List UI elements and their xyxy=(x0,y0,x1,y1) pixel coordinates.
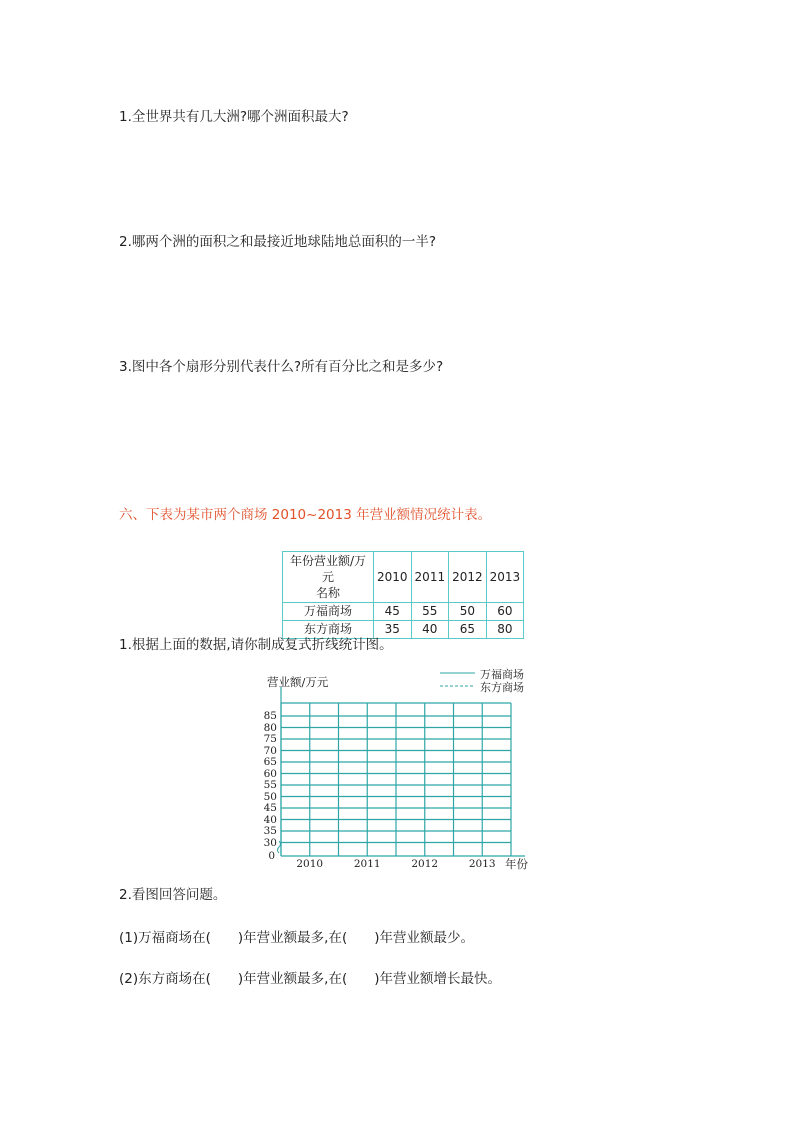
y-tick-label: 65 xyxy=(263,756,277,768)
y-tick-label: 60 xyxy=(263,767,277,780)
x-tick-label: 2011 xyxy=(353,858,381,870)
y-tick-label: 35 xyxy=(263,825,277,837)
section-6-title: 六、下表为某市两个商场 2010~2013 年营业额情况统计表。 xyxy=(119,507,492,523)
y-axis-label: 营业额/万元 xyxy=(267,675,329,689)
cell: 40 xyxy=(411,621,449,639)
y-tick-label: 80 xyxy=(263,721,277,734)
table-corner-header xyxy=(283,552,374,603)
x-tick-label: 2010 xyxy=(296,858,324,870)
task-2: 2.看图回答问题。 xyxy=(119,887,227,903)
header-bottom-label: 名称 xyxy=(315,586,340,600)
y-tick-label: 85 xyxy=(263,710,277,722)
line-chart-template xyxy=(255,665,545,875)
row-name: 万福商场 xyxy=(283,603,374,621)
cell: 60 xyxy=(486,603,524,621)
sub-question-1: (1)万福商场在( )年营业额最多,在( )年营业额最少。 xyxy=(119,930,474,946)
y-tick-label: 40 xyxy=(263,813,277,826)
question-1: 1.全世界共有几大洲?哪个洲面积最大? xyxy=(119,109,349,125)
y-tick-label: 70 xyxy=(263,744,277,757)
year-header: 2010 xyxy=(374,552,412,603)
y-tick-label: 75 xyxy=(263,733,277,745)
legend-item-wanfu: 万福商场 xyxy=(480,668,524,681)
y-tick-label: 50 xyxy=(263,790,277,803)
question-3: 3.图中各个扇形分别代表什么?所有百分比之和是多少? xyxy=(119,359,444,375)
question-2: 2.哪两个洲的面积之和最接近地球陆地总面积的一半? xyxy=(119,234,437,250)
row-name: 东方商场 xyxy=(283,621,374,639)
legend-item-dongfang: 东方商场 xyxy=(480,681,524,694)
cell: 80 xyxy=(486,621,524,639)
y-tick-label: 55 xyxy=(263,779,277,791)
y-tick-label: 30 xyxy=(263,836,277,849)
sub-question-2: (2)东方商场在( )年营业额最多,在( )年营业额增长最快。 xyxy=(119,971,501,987)
x-tick-label: 2012 xyxy=(411,858,439,870)
header-top-label: 年份营业额/万元 xyxy=(289,554,367,584)
year-header: 2012 xyxy=(449,552,487,603)
y-tick-label: 45 xyxy=(263,802,277,814)
sales-table xyxy=(282,551,524,639)
x-tick-label: 2013 xyxy=(468,858,496,870)
y-tick-label: 0 xyxy=(268,850,275,862)
cell: 65 xyxy=(449,621,487,639)
year-header: 2011 xyxy=(411,552,449,603)
task-1: 1.根据上面的数据,请你制成复式折线统计图。 xyxy=(119,637,393,653)
year-header: 2013 xyxy=(486,552,524,603)
table-row xyxy=(283,603,524,621)
cell: 35 xyxy=(374,621,412,639)
cell: 55 xyxy=(411,603,449,621)
cell: 45 xyxy=(374,603,412,621)
x-axis-label: 年份 xyxy=(505,857,528,871)
table-header-row xyxy=(283,552,524,603)
cell: 50 xyxy=(449,603,487,621)
